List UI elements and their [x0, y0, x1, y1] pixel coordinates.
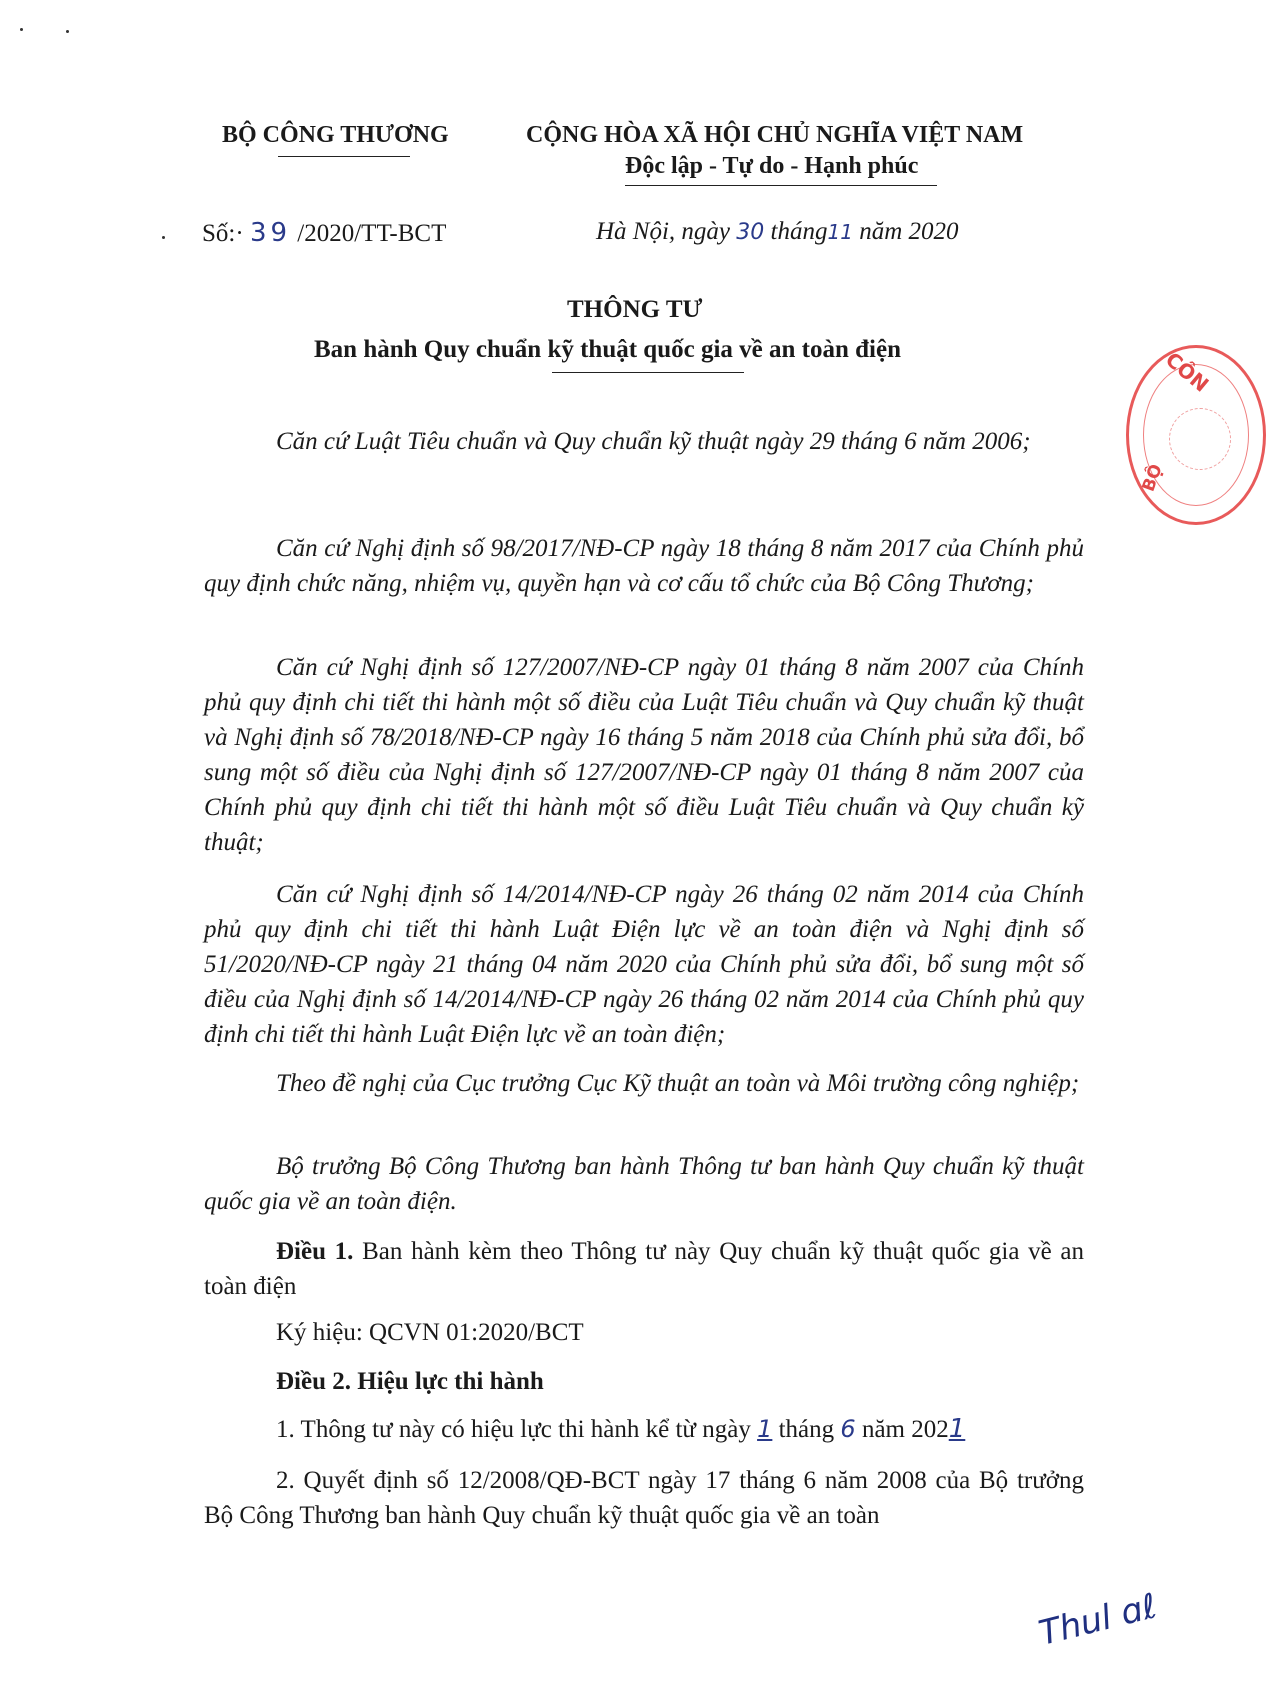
- article-2-item-2: 2. Quyết định số 12/2008/QĐ-BCT ngày 17 tháng 6 năm 2008 của Bộ trưởng Bộ Công Thương ban hành Quy chuẩn kỹ thuật quốc gia về an toàn: [204, 1467, 1084, 1529]
- item-1-year-label: năm 202: [861, 1416, 949, 1443]
- date-prefix: Hà Nội, ngày: [596, 218, 731, 245]
- motto-underline: [625, 185, 937, 186]
- official-seal: [1126, 345, 1266, 525]
- date-day-handwritten: 30: [736, 220, 765, 245]
- seal-text-side: BỘ: [1138, 461, 1167, 495]
- article-1-heading: Điều 1.: [276, 1238, 354, 1265]
- item-1-month-label: tháng: [778, 1416, 835, 1443]
- handwritten-initials: Thul ɑℓ: [1034, 1586, 1161, 1654]
- motto: Độc lập - Tự do - Hạnh phúc: [625, 153, 919, 179]
- preamble-proposal: Theo đề nghị của Cục trưởng Cục Kỹ thuật an toàn và Môi trường công nghiệp;: [276, 1070, 1080, 1097]
- article-2-heading: Điều 2. Hiệu lực thi hành: [276, 1368, 544, 1395]
- item-1-day-handwritten: 1: [757, 1415, 773, 1443]
- scan-speck: [66, 30, 69, 33]
- number-prefix: Số:·: [202, 220, 244, 247]
- ministry-underline: [278, 156, 410, 157]
- date-year: năm 2020: [859, 218, 959, 245]
- preamble-law: Căn cứ Luật Tiêu chuẩn và Quy chuẩn kỹ thuật ngày 29 tháng 6 năm 2006;: [276, 428, 1031, 455]
- item-1-month-handwritten: 6: [840, 1415, 856, 1443]
- article-1-text: Ban hành kèm theo Thông tư này Quy chuẩn kỹ thuật quốc gia về an toàn điện: [204, 1238, 1085, 1300]
- preamble-decree-127: Căn cứ Nghị định số 127/2007/NĐ-CP ngày 01 tháng 8 năm 2007 của Chính phủ quy định chi tiết thi hành một số điều của Luật Tiêu chuẩn và Quy chuẩn kỹ thuật và Nghị định số 78/2018/NĐ-CP ngày 16 tháng 5 năm 2018 của Chính phủ sửa đổi, bổ sung một số điều của Nghị định số 127/2007/NĐ-CP ngày 01 tháng 8 năm 2007 của Chính phủ quy định chi tiết thi hành một số điều Luật Tiêu chuẩn và Quy chuẩn kỹ thuật;: [204, 654, 1084, 856]
- date-month-handwritten: 11: [827, 220, 853, 244]
- scan-speck: [20, 28, 23, 31]
- scan-speck: [162, 236, 165, 239]
- item-1-year-handwritten: 1: [948, 1414, 966, 1444]
- document-number: [202, 218, 446, 248]
- item-1-prefix: 1. Thông tư này có hiệu lực thi hành kể từ ngày: [276, 1416, 751, 1443]
- article-1: [204, 1234, 1084, 1304]
- article-2-item-1: [204, 1412, 1084, 1447]
- preamble-minister: Bộ trưởng Bộ Công Thương ban hành Thông tư ban hành Quy chuẩn kỹ thuật quốc gia về an toàn điện.: [204, 1153, 1084, 1215]
- date-month-label: tháng: [770, 218, 828, 245]
- country-name: CỘNG HÒA XÃ HỘI CHỦ NGHĨA VIỆT NAM: [526, 122, 1024, 148]
- preamble-decree-14: Căn cứ Nghị định số 14/2014/NĐ-CP ngày 26 tháng 02 năm 2014 của Chính phủ quy định chi tiết thi hành Luật Điện lực về an toàn điện và Nghị định số 51/2020/NĐ-CP ngày 21 tháng 04 năm 2020 của Chính phủ sửa đổi, bổ sung một số điều của Nghị định số 14/2014/NĐ-CP ngày 26 tháng 02 năm 2014 của Chính phủ quy định chi tiết thi hành Luật Điện lực về an toàn điện;: [204, 881, 1084, 1048]
- document-subject: Ban hành Quy chuẩn kỹ thuật quốc gia về an toàn điện: [314, 336, 901, 363]
- preamble-decree-98: Căn cứ Nghị định số 98/2017/NĐ-CP ngày 18 tháng 8 năm 2017 của Chính phủ quy định chức năng, nhiệm vụ, quyền hạn và cơ cấu tổ chức của Bộ Công Thương;: [204, 535, 1084, 597]
- document-type: THÔNG TƯ: [567, 296, 703, 323]
- seal-text-top: CÔN: [1160, 347, 1214, 397]
- number-suffix: /2020/TT-BCT: [297, 220, 447, 247]
- seal-emblem: [1169, 408, 1231, 470]
- number-handwritten: 39: [249, 218, 292, 248]
- article-1-symbol: Ký hiệu: QCVN 01:2020/BCT: [276, 1319, 584, 1346]
- issue-date: [596, 218, 959, 246]
- ministry-name: BỘ CÔNG THƯƠNG: [222, 122, 449, 148]
- title-underline: [552, 372, 744, 373]
